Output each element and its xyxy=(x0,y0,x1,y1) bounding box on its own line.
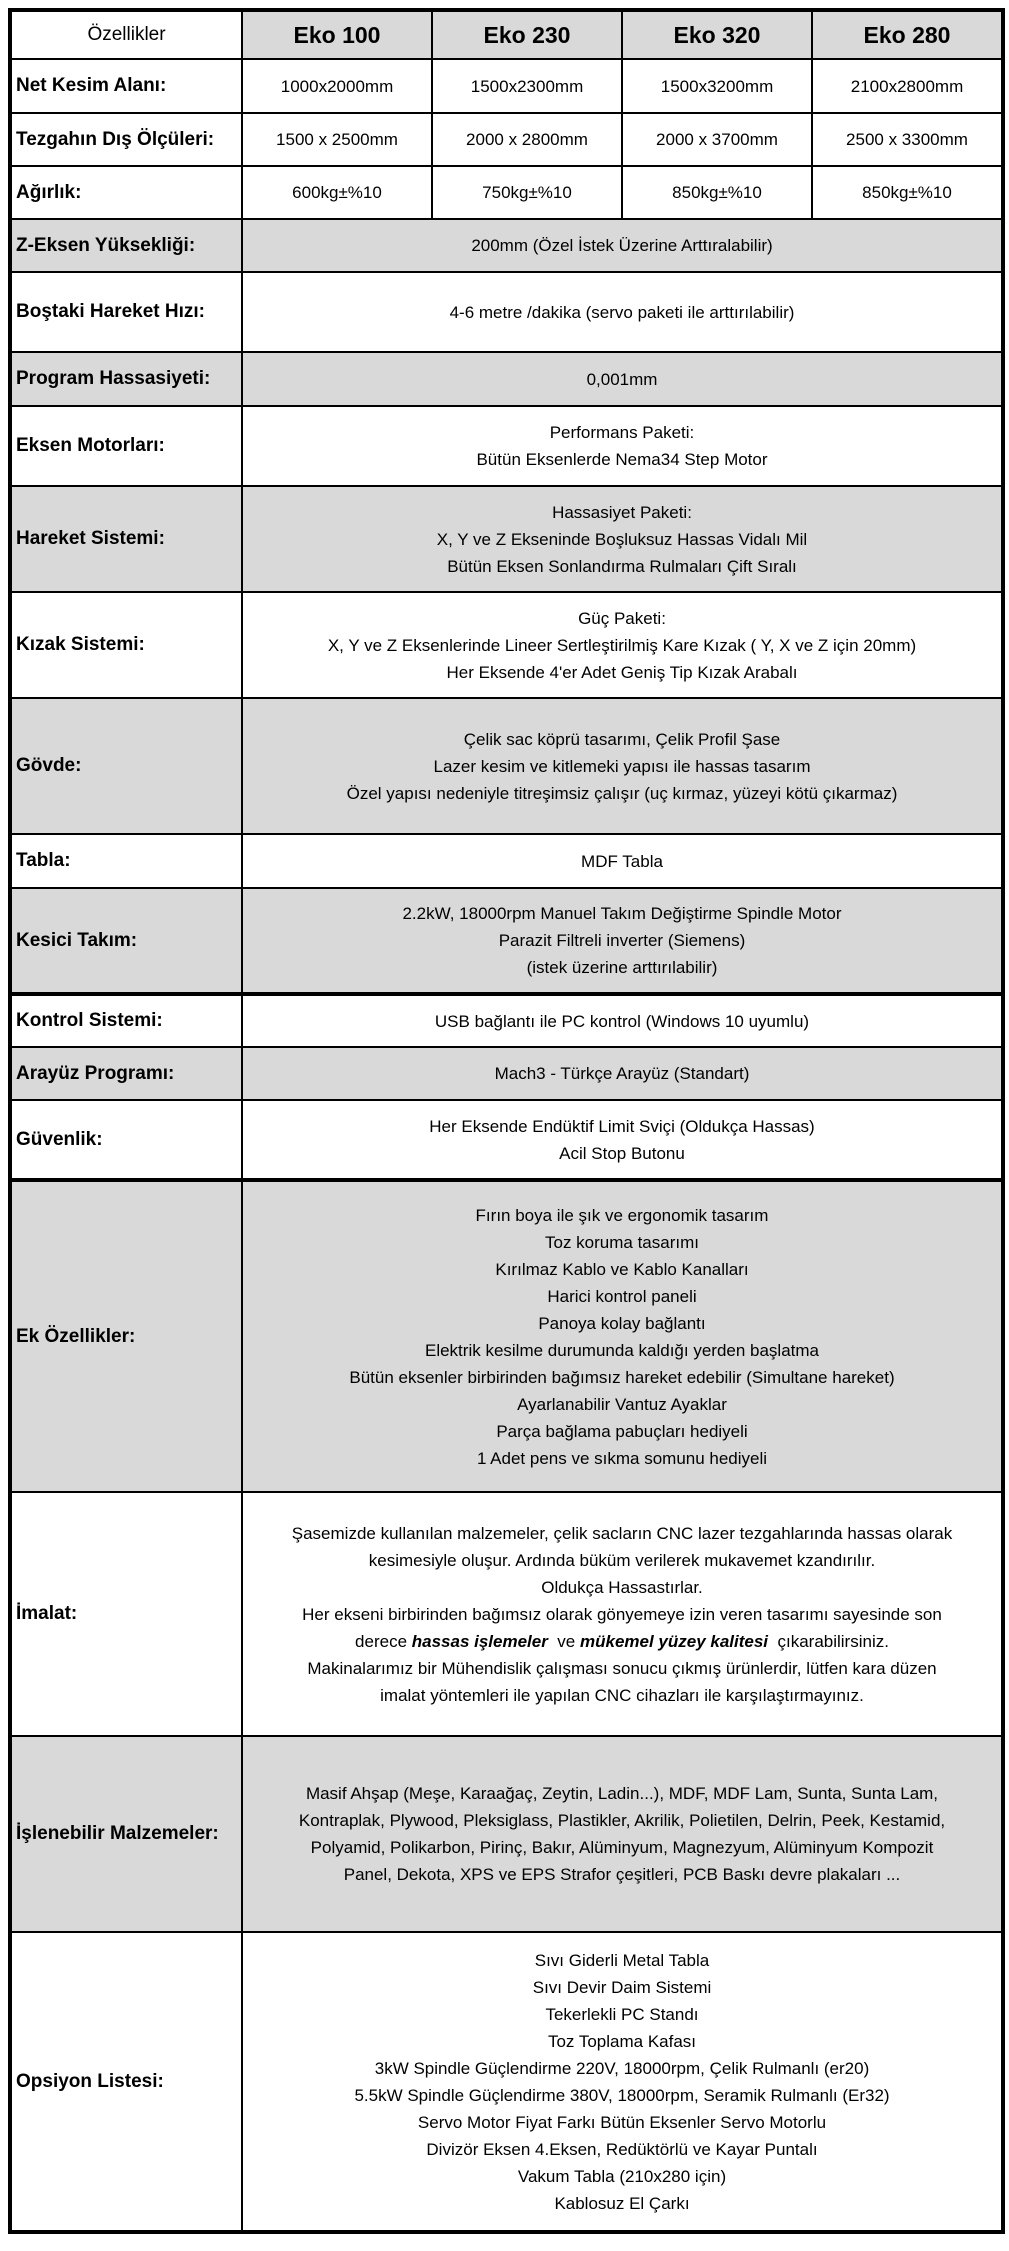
row-label: Ağırlık: xyxy=(10,166,242,219)
cell-value xyxy=(242,1100,1003,1180)
value-line: 5.5kW Spindle Güçlendirme 380V, 18000rpm, Seramik Rulmanlı (Er32) xyxy=(354,2085,890,2105)
cell-value xyxy=(242,1180,1003,1492)
value-line: Tekerlekli PC Standı xyxy=(545,2004,699,2024)
value-line: 3kW Spindle Güçlendirme 220V, 18000rpm, Çelik Rulmanlı (er20) xyxy=(374,2058,870,2078)
row-extra-features xyxy=(10,1180,1003,1492)
row-net-cutting-area xyxy=(10,59,1003,113)
value-line: Şasemizde kullanılan malzemeler, çelik sacların CNC lazer tezgahlarında hassas olarak xyxy=(291,1523,953,1543)
row-label: Ek Özellikler: xyxy=(10,1180,242,1492)
value-line: imalat yöntemleri ile yapılan CNC cihazları ile karşılaştırmayınız. xyxy=(380,1685,864,1705)
row-processable-materials xyxy=(10,1736,1003,1932)
row-idle-speed xyxy=(10,272,1003,352)
value-line: Her Eksende Endüktif Limit Sviçi (Oldukça Hassas) xyxy=(429,1116,815,1136)
value-line: Çelik sac köprü tasarımı, Çelik Profil Şase xyxy=(463,729,781,749)
value-line: (istek üzerine arttırılabilir) xyxy=(526,958,718,977)
cell-value xyxy=(242,592,1003,698)
cell-value xyxy=(242,698,1003,834)
value-line: Her ekseni birbirinden bağımsız olarak gönyemeye izin veren tasarımı sayesinde son xyxy=(302,1604,942,1624)
value-line: Panoya kolay bağlantı xyxy=(538,1313,706,1333)
row-manufacturing xyxy=(10,1492,1003,1736)
value-line: Parazit Filtreli inverter (Siemens) xyxy=(498,931,746,950)
value-line: Servo Motor Fiyat Farkı Bütün Eksenler Servo Motorlu xyxy=(417,2112,827,2132)
cell-value xyxy=(242,834,1003,888)
row-weight xyxy=(10,166,1003,219)
cell-value: 750kg±%10 xyxy=(432,166,622,219)
row-label: Arayüz Programı: xyxy=(10,1047,242,1100)
cell-value: 850kg±%10 xyxy=(812,166,1003,219)
row-label: İşlenebilir Malzemeler: xyxy=(10,1736,242,1932)
row-motion-system xyxy=(10,486,1003,592)
cell-value xyxy=(242,272,1003,352)
row-control-system xyxy=(10,994,1003,1047)
value-line: Güç Paketi: xyxy=(578,608,666,628)
value-line: Oldukça Hassastırlar. xyxy=(541,1577,703,1597)
row-cutting-tool xyxy=(10,888,1003,994)
row-label: Güvenlik: xyxy=(10,1100,242,1180)
text-segment: ve xyxy=(547,1631,580,1651)
row-axis-motors xyxy=(10,406,1003,486)
value-line: Masif Ahşap (Meşe, Karaağaç, Zeytin, Ladin...), MDF, MDF Lam, Sunta, Sunta Lam, xyxy=(305,1784,939,1803)
row-option-list xyxy=(10,1932,1003,2232)
value-line: USB bağlantı ile PC kontrol (Windows 10 uyumlu) xyxy=(434,1011,810,1031)
value-line: X, Y ve Z Ekseninde Boşluksuz Hassas Vidalı Mil xyxy=(436,529,808,549)
header-model: Eko 230 xyxy=(432,10,622,59)
cell-value xyxy=(242,1736,1003,1932)
cell-value: 2100x2800mm xyxy=(812,59,1003,113)
value-line: kesimesiyle oluşur. Ardında büküm verilerek mukavemet kzandırılır. xyxy=(368,1550,876,1570)
value-line: Toz Toplama Kafası xyxy=(547,2031,697,2051)
text-segment: çıkarabilirsiniz. xyxy=(768,1631,889,1651)
row-interface-program xyxy=(10,1047,1003,1100)
value-line: Kablosuz El Çarkı xyxy=(554,2193,690,2213)
value-line: Sıvı Giderli Metal Tabla xyxy=(534,1950,710,1970)
value-line: Harici kontrol paneli xyxy=(547,1286,697,1306)
row-label: Kesici Takım: xyxy=(10,888,242,994)
value-line: Sıvı Devir Daim Sistemi xyxy=(532,1977,712,1997)
value-line: X, Y ve Z Eksenlerinde Lineer Sertleştirilmiş Kare Kızak ( Y, X ve Z için 20mm) xyxy=(327,635,917,655)
row-label: Gövde: xyxy=(10,698,242,834)
row-body xyxy=(10,698,1003,834)
row-label: İmalat: xyxy=(10,1492,242,1736)
row-label: Tezgahın Dış Ölçüleri: xyxy=(10,113,242,166)
value-line: Divizör Eksen 4.Eksen, Redüktörlü ve Kayar Puntalı xyxy=(426,2139,818,2159)
value-line: Performans Paketi: xyxy=(549,423,695,442)
value-line: Hassasiyet Paketi: xyxy=(552,502,692,522)
row-label: Eksen Motorları: xyxy=(10,406,242,486)
value-line: Kırılmaz Kablo ve Kablo Kanalları xyxy=(495,1259,749,1279)
spec-table xyxy=(8,8,1005,2234)
value-line xyxy=(249,1628,995,1655)
row-label: Hareket Sistemi: xyxy=(10,486,242,592)
value-line: Polyamid, Polikarbon, Pirinç, Bakır, Alüminyum, Magnezyum, Alüminyum Kompozit xyxy=(310,1838,934,1857)
cell-value: 2000 x 3700mm xyxy=(622,113,812,166)
value-line: Fırın boya ile şık ve ergonomik tasarım xyxy=(475,1205,769,1225)
value-line: Makinalarımız bir Mühendislik çalışması sonucu çıkmış ürünlerdir, lütfen kara düzen xyxy=(307,1658,937,1678)
cell-value: 850kg±%10 xyxy=(622,166,812,219)
value-line: Bütün Eksenlerde Nema34 Step Motor xyxy=(476,450,768,469)
value-line: MDF Tabla xyxy=(581,851,663,871)
row-z-axis-height xyxy=(10,219,1003,272)
cell-value: 2000 x 2800mm xyxy=(432,113,622,166)
cell-value xyxy=(242,1492,1003,1736)
cell-value xyxy=(242,352,1003,406)
cell-value xyxy=(242,1932,1003,2232)
value-line: 200mm (Özel İstek Üzerine Arttıralabilir) xyxy=(471,236,773,255)
row-program-precision xyxy=(10,352,1003,406)
value-line: Panel, Dekota, XPS ve EPS Strafor çeşitleri, PCB Baskı devre plakaları ... xyxy=(343,1865,901,1884)
row-label: Program Hassasiyeti: xyxy=(10,352,242,406)
cell-value: 1500x3200mm xyxy=(622,59,812,113)
value-line: Elektrik kesilme durumunda kaldığı yerden başlatma xyxy=(424,1340,820,1360)
row-label: Net Kesim Alanı: xyxy=(10,59,242,113)
cell-value: 1000x2000mm xyxy=(242,59,432,113)
cell-value xyxy=(242,994,1003,1047)
value-line: 4-6 metre /dakika (servo paketi ile arttırılabilir) xyxy=(449,302,795,322)
row-table xyxy=(10,834,1003,888)
row-outer-dimensions xyxy=(10,113,1003,166)
header-features: Özellikler xyxy=(10,10,242,59)
value-line: Bütün Eksen Sonlandırma Rulmaları Çift Sıralı xyxy=(447,556,797,576)
emphasis-text: hassas işlemeler xyxy=(411,1631,548,1651)
row-label: Z-Eksen Yüksekliği: xyxy=(10,219,242,272)
value-line: Kontraplak, Plywood, Pleksiglass, Plastikler, Akrilik, Polietilen, Delrin, Peek, Kestamid, xyxy=(298,1811,946,1830)
row-label: Opsiyon Listesi: xyxy=(10,1932,242,2232)
value-line: 0,001mm xyxy=(586,369,658,389)
header-model: Eko 320 xyxy=(622,10,812,59)
row-rail-system xyxy=(10,592,1003,698)
value-line: Toz koruma tasarımı xyxy=(545,1232,699,1252)
value-line: Ayarlanabilir Vantuz Ayaklar xyxy=(517,1394,727,1414)
row-label: Kontrol Sistemi: xyxy=(10,994,242,1047)
cell-value: 600kg±%10 xyxy=(242,166,432,219)
row-label: Tabla: xyxy=(10,834,242,888)
emphasis-text: mükemel yüzey kalitesi xyxy=(579,1631,769,1651)
value-line: 1 Adet pens ve sıkma somunu hediyeli xyxy=(476,1448,768,1468)
value-line: Bütün eksenler birbirinden bağımsız hareket edebilir (Simultane hareket) xyxy=(349,1367,895,1387)
cell-value: 2500 x 3300mm xyxy=(812,113,1003,166)
row-label: Kızak Sistemi: xyxy=(10,592,242,698)
cell-value xyxy=(242,406,1003,486)
spec-table-container xyxy=(8,8,1001,2234)
row-label: Boştaki Hareket Hızı: xyxy=(10,272,242,352)
value-line: Parça bağlama pabuçları hediyeli xyxy=(496,1421,748,1441)
value-line: 2.2kW, 18000rpm Manuel Takım Değiştirme Spindle Motor xyxy=(402,904,842,923)
cell-value xyxy=(242,888,1003,994)
value-line: Lazer kesim ve kitlemeki yapısı ile hassas tasarım xyxy=(433,756,811,776)
header-model: Eko 280 xyxy=(812,10,1003,59)
cell-value xyxy=(242,486,1003,592)
header-model: Eko 100 xyxy=(242,10,432,59)
text-segment: derece xyxy=(355,1631,412,1651)
cell-value: 1500 x 2500mm xyxy=(242,113,432,166)
value-line: Vakum Tabla (210x280 için) xyxy=(517,2166,727,2186)
cell-value xyxy=(242,1047,1003,1100)
value-line: Mach3 - Türkçe Arayüz (Standart) xyxy=(494,1064,750,1083)
value-line: Acil Stop Butonu xyxy=(559,1143,685,1163)
cell-value xyxy=(242,219,1003,272)
cell-value: 1500x2300mm xyxy=(432,59,622,113)
row-safety xyxy=(10,1100,1003,1180)
value-line: Her Eksende 4'er Adet Geniş Tip Kızak Arabalı xyxy=(446,662,798,682)
header-row xyxy=(10,10,1003,59)
value-line: Özel yapısı nedeniyle titreşimsiz çalışır (uç kırmaz, yüzeyi kötü çıkarmaz) xyxy=(346,783,898,803)
